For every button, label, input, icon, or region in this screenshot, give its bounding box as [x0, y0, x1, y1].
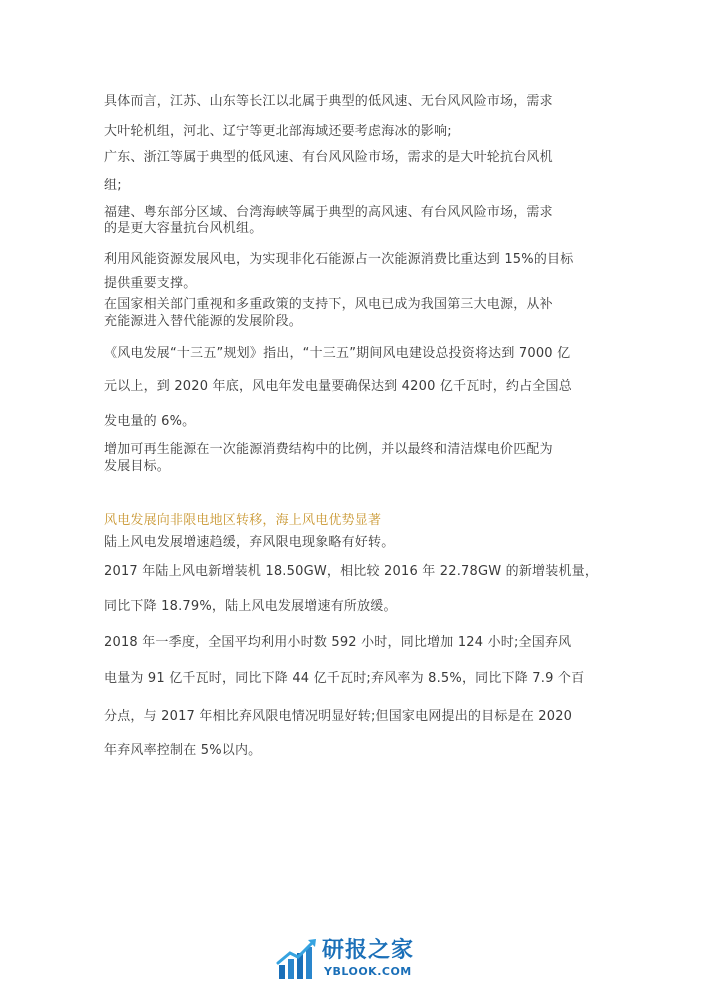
- text-line: 提供重要支撑。: [104, 276, 197, 291]
- text-line: 增加可再生能源在一次能源消费结构中的比例，并以最终和清洁煤电价匹配为: [104, 442, 553, 457]
- text-line: 陆上风电发展增速趋缓，弃风限电现象略有好转。: [104, 535, 395, 550]
- text-line: 广东、浙江等属于典型的低风速、有台风风险市场，需求的是大叶轮抗台风机: [104, 150, 553, 165]
- text-line: 发电量的 6%。: [104, 414, 196, 429]
- text-line: 电量为 91 亿千瓦时，同比下降 44 亿千瓦时;弃风率为 8.5%，同比下降 7.9 个百: [104, 671, 585, 686]
- text-line: 在国家相关部门重视和多重政策的支持下，风电已成为我国第三大电源，从补: [104, 297, 553, 312]
- logo-text-cn: 研报之家: [322, 938, 415, 963]
- text-line: 年弃风率控制在 5%以内。: [104, 743, 262, 758]
- site-logo: [276, 937, 436, 983]
- text-line: 分点，与 2017 年相比弃风限电情况明显好转;但国家电网提出的目标是在 2020: [104, 709, 573, 724]
- text-line: 具体而言，江苏、山东等长江以北属于典型的低风速、无台风风险市场，需求: [104, 94, 553, 109]
- bar-chart-logo-icon: [276, 937, 320, 981]
- text-line: 《风电发展“十三五”规划》指出，“十三五”期间风电建设总投资将达到 7000 亿: [104, 346, 571, 361]
- text-line: 同比下降 18.79%，陆上风电发展增速有所放缓。: [104, 599, 397, 614]
- text-line: 发展目标。: [104, 459, 171, 474]
- logo-text-en: YBLOOK.COM: [324, 965, 412, 978]
- text-line: 福建、粤东部分区域、台湾海峡等属于典型的高风速、有台风风险市场，需求: [104, 205, 553, 220]
- text-line: 充能源进入替代能源的发展阶段。: [104, 314, 303, 329]
- text-line: 元以上，到 2020 年底，风电年发电量要确保达到 4200 亿千瓦时，约占全国总: [104, 379, 572, 394]
- text-line: 2017 年陆上风电新增装机 18.50GW，相比较 2016 年 22.78GW 的新增装机量，: [104, 564, 599, 579]
- section-heading: 风电发展向非限电地区转移，海上风电优势显著: [104, 513, 382, 528]
- text-line: 2018 年一季度，全国平均利用小时数 592 小时，同比增加 124 小时;全国弃风: [104, 635, 572, 650]
- text-line: 利用风能资源发展风电，为实现非化石能源占一次能源消费比重达到 15%的目标: [104, 252, 574, 267]
- text-line: 组;: [104, 178, 122, 193]
- text-line: 的是更大容量抗台风机组。: [104, 221, 263, 236]
- text-line: 大叶轮机组，河北、辽宁等更北部海域还要考虑海冰的影响;: [104, 124, 452, 139]
